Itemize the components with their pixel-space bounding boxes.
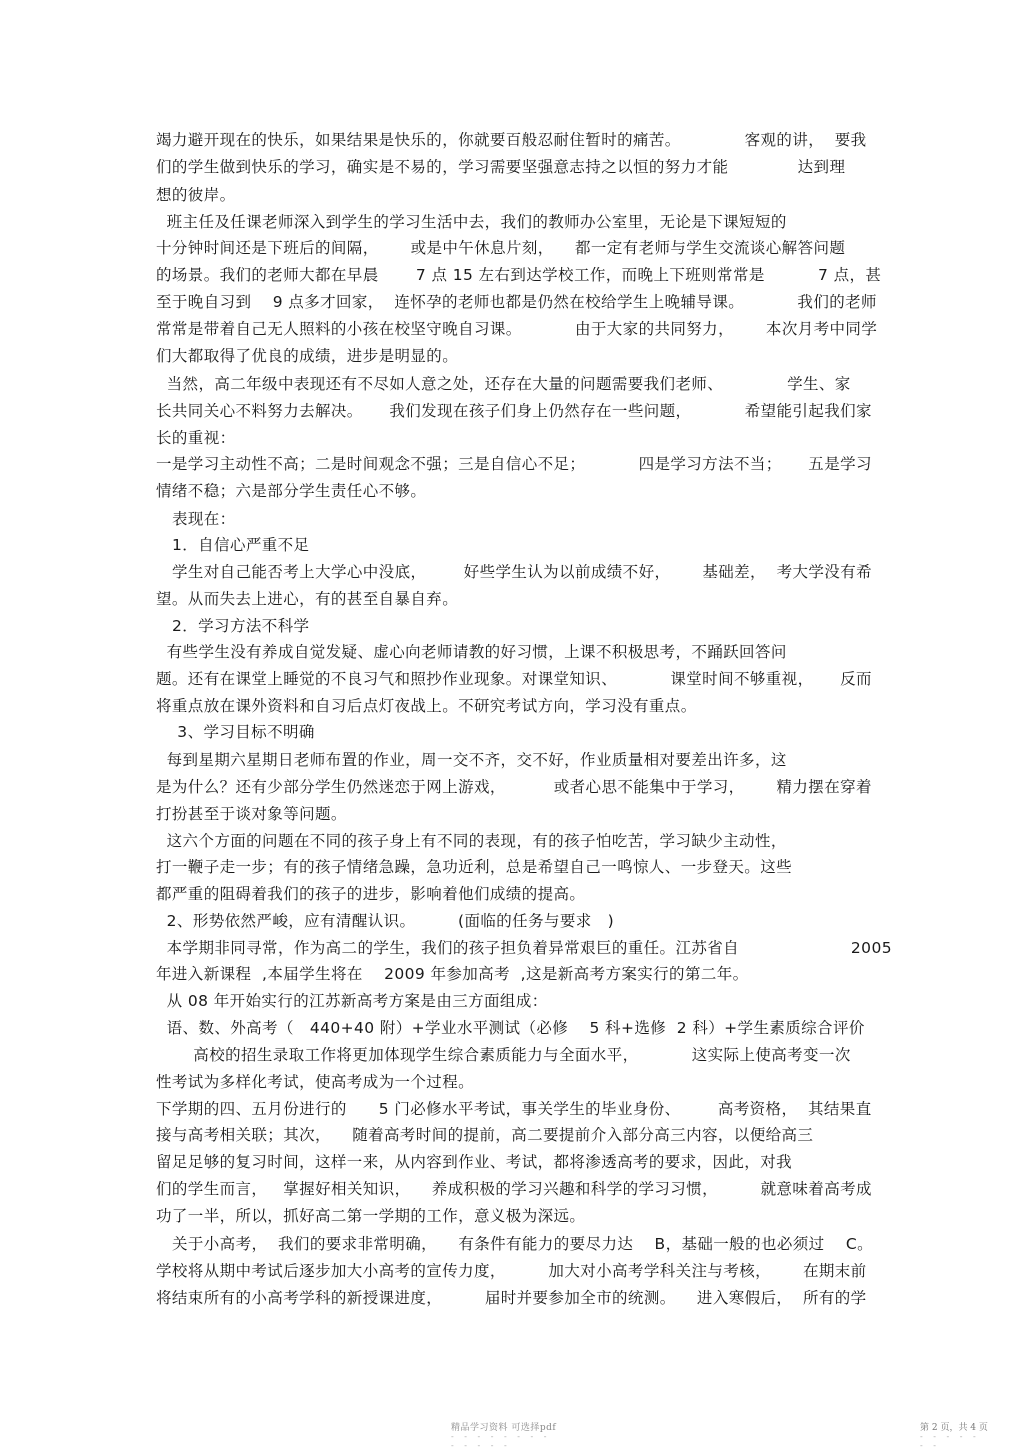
text-line: 当然，高二年级中表现还有不尽如人意之处，还存在大量的问题需要我们老师、 学生、家 (156, 375, 851, 393)
text-line: 接与高考相关联；其次， 随着高考时间的提前，高二要提前介入部分高三内容，以便给高三 (156, 1126, 814, 1144)
text-line: 2、形势依然严峻，应有清醒认识。 (面临的任务与要求 ) (156, 912, 615, 930)
text-line: 长共同关心不料努力去解决。 我们发现在孩子们身上仍然存在一些问题， 希望能引起我们家 (156, 402, 872, 420)
text-line: 2．学习方法不科学 (156, 617, 310, 635)
footer-left (451, 1420, 557, 1450)
text-line: 3、学习目标不明确 (156, 723, 315, 741)
text-line: 情绪不稳；六是部分学生责任心不够。 (156, 482, 427, 500)
text-line: 语、数、外高考（ 440+40 附）+学业水平测试（必修 5 科+选修 2 科）+学生素质综合评价 (156, 1019, 865, 1037)
text-line: 们的学生做到快乐的学习，确实是不易的，学习需要坚强意志持之以恒的努力才能 达到理 (156, 158, 846, 176)
text-line: 望。从而失去上进心，有的甚至自暴自弃。 (156, 590, 459, 608)
text-line: 1．自信心严重不足 (156, 536, 310, 554)
text-line: 竭力避开现在的快乐，如果结果是快乐的，你就要百般忍耐住暂时的痛苦。 客观的讲， 要我 (156, 131, 867, 149)
text-line: 将重点放在课外资料和自习后点灯夜战上。不研究考试方向，学习没有重点。 (156, 697, 697, 715)
text-line: 有些学生没有养成自觉发疑、虚心向老师请教的好习惯，上课不积极思考，不踊跃回答问 (156, 643, 787, 661)
text-line: 高校的招生录取工作将更加体现学生综合素质能力与全面水平， 这实际上使高考变一次 (156, 1046, 851, 1064)
text-line: 关于小高考， 我们的要求非常明确， 有条件有能力的要尽力达 B，基础一般的也必须过 C。 (156, 1235, 874, 1253)
text-line: 想的彼岸。 (156, 186, 236, 204)
text-line: 从 08 年开始实行的江苏新高考方案是由三方面组成： (156, 992, 548, 1010)
text-line: 打扮甚至于谈对象等问题。 (156, 805, 347, 823)
text-line: 将结束所有的小高考学科的新授课进度， 届时并要参加全市的统测。 进入寒假后， 所有的学 (156, 1289, 867, 1307)
text-line: 年进入新课程 ,本届学生将在 2009 年参加高考 ,这是新高考方案实行的第二年。 (156, 965, 749, 983)
text-line: 功了一半，所以，抓好高二第一学期的工作，意义极为深远。 (156, 1207, 586, 1225)
text-line: 班主任及任课老师深入到学生的学习生活中去，我们的教师办公室里，无论是下课短短的 (156, 213, 787, 231)
text-line: 表现在： (156, 510, 236, 528)
footer-left-dots: - - - - - - - - - - - - - (451, 1432, 551, 1450)
text-line: 这六个方面的问题在不同的孩子身上有不同的表现，有的孩子怕吃苦，学习缺少主动性， (156, 832, 787, 850)
text-line: 题。还有在课堂上睡觉的不良习气和照抄作业现象。对课堂知识、 课堂时间不够重视， 反而 (156, 670, 872, 688)
text-line: 留足足够的复习时间，这样一来，从内容到作业、考试，都将渗透高考的要求，因此，对我 (156, 1153, 793, 1171)
text-line: 们大都取得了优良的成绩，进步是明显的。 (156, 347, 459, 365)
text-line: 下学期的四、五月份进行的 5 门必修水平考试，事关学生的毕业身份、 高考资格， 其结果直 (156, 1100, 872, 1118)
text-line: 都严重的阻碍着我们的孩子的进步，影响着他们成绩的提高。 (156, 885, 586, 903)
text-line: 本学期非同寻常，作为高二的学生，我们的孩子担负着异常艰巨的重任。江苏省自 2005 (156, 939, 892, 957)
text-line: 每到星期六星期日老师布置的作业，周一交不齐，交不好，作业质量相对要差出许多，这 (156, 751, 787, 769)
text-line: 们的学生而言， 掌握好相关知识， 养成积极的学习兴趣和科学的学习习惯， 就意味着高考成 (156, 1180, 872, 1198)
text-line: 的场景。我们的老师大都在早晨 7 点 15 左右到达学校工作，而晚上下班则常常是 7 点，甚 (156, 266, 882, 284)
text-line: 一是学习主动性不高；二是时间观念不强；三是自信心不足； 四是学习方法不当； 五是学习 (156, 455, 872, 473)
footer-left-text: 精品学习资料 可选择pdf (451, 1423, 557, 1433)
text-line: 十分钟时间还是下班后的间隔， 或是中午休息片刻， 都一定有老师与学生交流谈心解答问题 (156, 239, 846, 257)
text-line: 长的重视： (156, 429, 236, 447)
text-line: 性考试为多样化考试，使高考成为一个过程。 (156, 1073, 475, 1091)
footer-right-dots: - - - - - - - (920, 1432, 980, 1450)
footer-page-number: 第 2 页，共 4 页 (920, 1423, 988, 1433)
text-line: 打一鞭子走一步；有的孩子情绪急躁，急功近利，总是希望自己一鸣惊人、一步登天。这些 (156, 858, 793, 876)
text-line: 学生对自己能否考上大学心中没底， 好些学生认为以前成绩不好， 基础差， 考大学没有希 (156, 563, 872, 581)
text-line: 至于晚自习到 9 点多才回家， 连怀孕的老师也都是仍然在校给学生上晚辅导课。 我们的老师 (156, 293, 877, 311)
text-line: 是为什么？还有少部分学生仍然迷恋于网上游戏， 或者心思不能集中于学习， 精力摆在穿着 (156, 778, 872, 796)
text-line: 常常是带着自己无人照料的小孩在校坚守晚自习课。 由于大家的共同努力， 本次月考中同学 (156, 320, 878, 338)
footer-right (920, 1420, 988, 1450)
text-line: 学校将从期中考试后逐步加大小高考的宣传力度， 加大对小高考学科关注与考核， 在期末前 (156, 1262, 867, 1280)
